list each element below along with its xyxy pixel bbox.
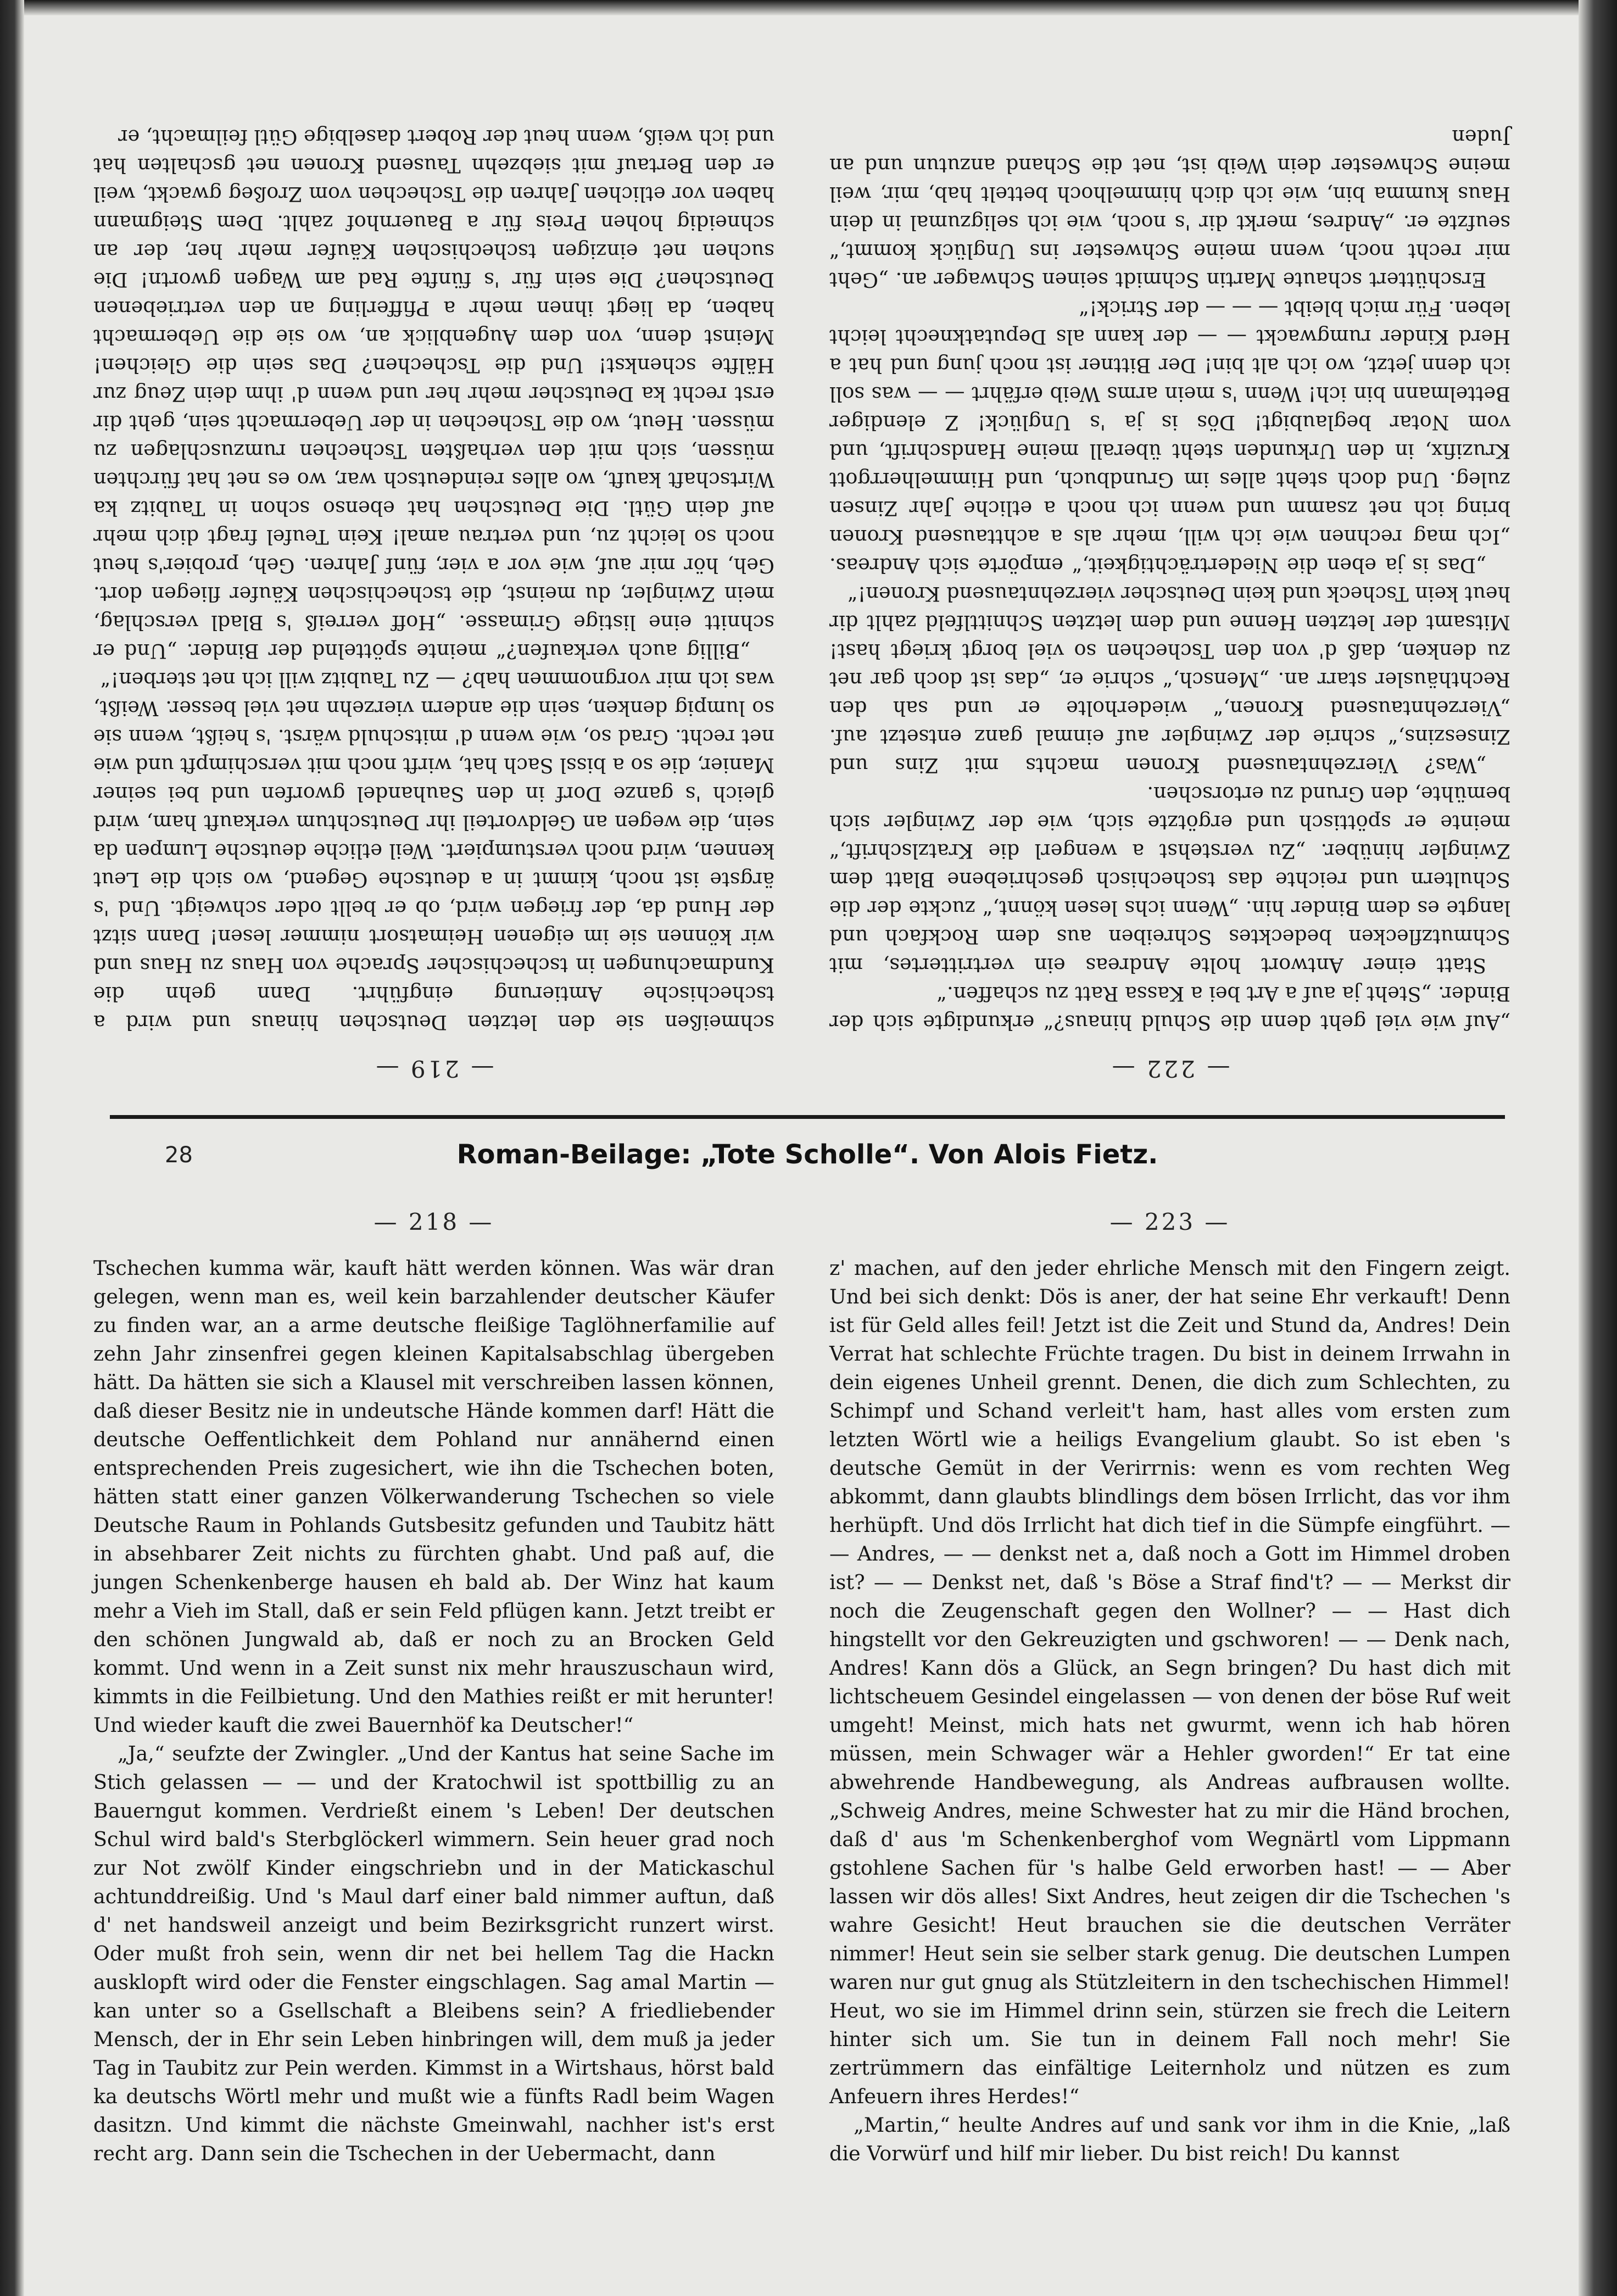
page-number: — 219 — xyxy=(373,1055,494,1082)
paragraph: „Billig auch verkaufen?“ meinte spöttelnd der Binder. „Und er schnitt eine listige Grimasse. „Hoff verreiß 's Bladl verschlag, mein Zwingler, du meinst, die tschechischen Käufer fliegen dort. Geh, hör mir auf, wie vor a vier, fünf Jahren. Geh, probier's heut noch so leicht zu, und vertrau amal! Kein Teufel fragt dich mehr auf dein Gütl. Die Deutschen hat ebenso schon in Taubitz ka Wirtschaft kauft, wo alles reindeutsch war, wo es net hat fürchten müssen, sich mit den verhaßten Tschechen rumzuschlagen zu müssen. Heut, wo die Tschechen in der Uebermacht sein, geht dir erst recht ka Deutscher mehr her und wenn d' ihm dein Zeug zur Hälfte schenkst! Und die Tschechen? Das sein die Gleichen! Meinst denn, von dem Augenblick an, wo sie die Uebermacht haben, da liegt ihnen mehr a Pfifferling an den vertriebenen Deutschen? Die sein für 's fünfte Rad am Wagen gwortn! Die suchen net einzigen tschechischen Käufer mehr her, der an schneidig hohen Preis für a Bauernhof zahlt. Dem Steigmann haben vor etlichen Jahren die Tschechen vom Zroßeg gwackt, weil er den Bertauf mit siebzehn Tausend Kronen net gschalten hat und ich weiß, wenn heut der Robert daselbige Gütl feilmacht, er xyxy=(93,125,774,663)
column-page-218 xyxy=(93,1208,774,2168)
supplement-title: Roman-Beilage: „Tote Scholle“. Von Alois Fietz. xyxy=(456,1139,1158,1170)
paragraph: z' machen, auf den jeder ehrliche Mensch mit den Fingern zeigt. Und bei sich denkt: Dös is aner, der hat seine Ehr verkauft! Denn ist für Geld alles feil! Jetzt ist die Zeit und Stund da, Andres! Dein Verrat hat schlechte Früchte tragen. Du bist in deinem Irrwahn in dein eigenes Unheil grennt. Denen, die dich zum Schlechten, zu Schimpf und Schand verleit't ham, hast alles vom ersten zum letzten Wörtl wie a heiligs Evangelium glaubt. So ist eben 's deutsche Gemüt in der Verirrnis: wenn es vom rechten Weg abkommt, dann glaubts blindlings dem bösen Irrlicht, das vor ihm herhüpft. Und dös Irrlicht hat dich tief in die Sümpfe eingführt. — — Andres, — — denkst net a, daß noch a Gott im Himmel droben ist? — — Denkst net, daß 's Böse a Straf find't? — — Merkst dir noch die Zeugenschaft gegen den Wollner? — — Hast dich hingstellt vor den Gekreuzigten und gschworen! — — Denk nach, Andres! Kann dös a Glück, an Segn bringen? Du hast dich mit lichtscheuem Gesindel eingelassen — von denen der böse Ruf weit umgeht! Meinst, mich hats net gwurmt, wenn ich hab hören müssen, mein Schwager wär a Hehler gworden!“ Er tat eine abwehrende Handbewegung, als Andreas aufbrausen wollte. „Schweig Andres, meine Schwester hat zu mir die Händ brochen, daß d' aus 'm Schenkenberghof vom Wegnärtl vom Lippmann gstohlene Sachen für 's halbe Geld erworben hast! — — Aber lassen wir dös alles! Sixt Andres, heut zeigen dir die Tschechen 's wahre Gesicht! Heut brauchen sie die deutschen Verräter nimmer! Heut sein sie selber stark genug. Die deutschen Lumpen waren nur gut gnug als Stützleitern in den tschechischen Himmel! Heut, wo sie im Himmel drinn sein, stürzen sie frech die Leitern hinter sich um. Sie tun in deinem Fall noch mehr! Sie zertrümmern das einfältige Leiternholz und nützen es zum Anfeuern ihres Herdes!“ xyxy=(829,1256,1510,2108)
scan-border-top xyxy=(0,0,1617,15)
scan-border-left xyxy=(0,0,24,2296)
supplement-header xyxy=(132,1139,1483,1178)
page-number: — 223 — xyxy=(1109,1208,1230,1235)
scan-border-right xyxy=(1579,0,1617,2296)
paragraph: „Das is ja eben die Niederträchtigkeit,“ empörte sich Andreas. „Ich mag rechnen wie ich will, mehr als a achttausend Kronen bring ich net zsamm und wenn ich noch a etliche Jahr Zinsen zuleg. Und doch steht alles im Grundbuch, und Himmelherrgott Kruzifix, in den Urkunden steht überall meine Handschrift, und vom Notar beglaubigt! Dös is ja 's Unglück! Z elendiger Bettelmann bin ich! Wenn 's mein arms Weib erfährt — — was soll ich denn jetzt, wo ich alt bin! Der Bittner ist noch jung und hat a Herd Kinder rumgwackt — — der kann als Deputatknecht leicht leben. Für mich bleibt — — — der Strick!“ xyxy=(829,297,1510,577)
header-rule xyxy=(110,1115,1505,1119)
column-page-219 xyxy=(93,122,774,1082)
column-page-222 xyxy=(829,122,1510,1082)
paragraph: „Auf wie viel geht denn die Schuld hinaus?“ erkundigte sich der Binder. „Steht ja auf a Art bei a Kassa Ratt zu schaffen.“ xyxy=(829,982,1510,1034)
upper-half-inverted xyxy=(93,115,1510,1082)
column-page-223 xyxy=(829,1208,1510,2168)
paragraph: schmeißen sie den letzten Deutschen hinaus und wird a tschechische Amtierung eingführt. Dann gehn die Kundmachungen in tschechischer Sprache von Haus zu Haus und wir können sie im eigenen Heimatsort nimmer lesen! Dann sitzt der Hund da, der friegen wird, ob er bellt oder schweigt. Und 's ärgste ist noch, kimmt in a deutsche Gegend, wo sich die Leut kennen, wird noch verstumpiert. Weil etliche deutsche Lumpen da sein, die wegen an Geldvorteil ihr Deutschtum verkauft ham, wird gleich 's ganze Dorf in den Sauhandel gworfen und bei seiner Manier, die so a bissl Sach hat, wirft noch mit verschimpft und wie net recht. Grad so, wie wenn d' mitschuld wärst. 's heißt, wenn sie so lumpig denken, sein die andern vierzehn net viel besser. Weißt, was ich mir vorgnommen hab? — Zu Taubitz will ich net sterben!“ xyxy=(93,668,774,1034)
lower-half xyxy=(93,1208,1510,2274)
paragraph: „Was? Vierzehntausend Kronen machts mit Zins und Zinseszins,“ schrie der Zwingler auf einmal ganz entsetzt auf. „Vierzehntausend Kronen,“ wiederholte er und sah den Rechthäusler starr an. „Mensch,“ schrie er, „das ist doch gar net zu denken, daß d' von den Tschechen so viel borgt kriegt hast! Mitsamt der letzten Henne und dem letzten Schnittlfeld zahlt dir heut kein Tscheck und kein Deutscher vierzehntausend Kronen!“ xyxy=(829,582,1510,777)
sheet-number: 28 xyxy=(165,1143,193,1168)
paragraph: Statt einer Antwort holte Andreas ein vertrittertes, mit Schmutzflecken bedecktes Schreiben aus dem Rockfach und langte es dem Binder hin. „Wenn ichs lesen könnt,“ zuckte der die Schultern und reichte das tschechisch geschriebene Blatt dem Zwingler hinüber. „Zu verstehst a wengerl die Kratzlschrift,“ meinte er spöttisch und ergötzte sich, wie der Zwingler sich bemühte, den Grund zu ertorschen. xyxy=(829,782,1510,977)
paragraph: Tschechen kumma wär, kauft hätt werden können. Was wär dran gelegen, wenn man es, weil kein barzahlender deutscher Käufer zu finden war, an a arme deutsche fleißige Taglöhnerfamilie auf zehn Jahr zinsenfrei gegen kleinen Kapitalsabschlag übergeben hätt. Da hätten sie sich a Klausel mit verschreiben lassen können, daß dieser Besitz nie in undeutsche Hände kommen darf! Hätt die deutsche Oeffentlichkeit dem Pohland nur annähernd einen entsprechenden Preis zugesichert, wie ihn die Tschechen boten, hätten statt einer ganzen Völkerwanderung Tschechen so viele Deutsche Raum in Pohlands Gutsbesitz gefunden und Taubitz hätt in absehbarer Zeit nichts zu fürchten ghabt. Und paß auf, die jungen Schenkenberge hausen eh bald ab. Der Winz hat kaum mehr a Vieh im Stall, daß er sein Feld pflügen kann. Jetzt treibt er den schönen Jungwald ab, daß er noch zu an Brocken Geld kommt. Und wenn in a Zeit sunst nix mehr hrauszuschaun wird, kimmts in die Feilbietung. Und den Mathies reißt er mit herunter! Und wieder kauft die zwei Bauernhöf ka Deutscher!“ xyxy=(93,1256,774,1737)
column-text xyxy=(93,122,774,1036)
page-number: — 218 — xyxy=(373,1208,494,1235)
paragraph: „Martin,“ heulte Andres auf und sank vor ihm in die Knie, „laß die Vorwürf und hilf mir lieber. Du bist reich! Du kannst xyxy=(829,2113,1510,2165)
paragraph: Erschüttert schaute Martin Schmidt seinen Schwager an. „Geht mir recht noch, wenn meine Schwester ins Unglück kommt,“ seufzte er. „Andres, merkt dir 's noch, wie ich seligzumal in dein Haus kumma bin, wie ich dich himmelhoch bettelt hab, mir, weil meine Schwester dein Weib ist, net die Schand anzutun und an Juden xyxy=(829,125,1510,292)
paragraph: „Ja,“ seufzte der Zwingler. „Und der Kantus hat seine Sache im Stich gelassen — — und der Kratochwil ist spottbillig zu an Bauerngut kommen. Verdrießt einem 's Leben! Der deutschen Schul wird bald's Sterbglöckerl wimmern. Sein heuer grad noch zur Not zwölf Kinder eingschriebn und in der Matickaschul achtunddreißig. Und 's Maul darf einer bald nimmer auftun, daß d' net handsweil anzeigt und beim Bezirksgricht runzert wirst. Oder mußt froh sein, wenn dir net bei hellem Tag die Hackn ausklopft wird oder die Fenster eingschlagen. Sag amal Martin — kan unter so a Gsellschaft a Bleibens sein? A friedliebender Mensch, der in Ehr sein Leben hinbringen will, dem muß ja jeder Tag in Taubitz zur Pein werden. Kimmst in a Wirtshaus, hörst bald ka deutschs Wörtl mehr und mußt wie a fünfts Radl beim Wagen dasitzn. Und kimmt die nächste Gmeinwahl, nachher ist's erst recht arg. Dann sein die Tschechen in der Uebermacht, dann xyxy=(93,1742,774,2165)
column-text xyxy=(829,122,1510,1036)
column-text xyxy=(829,1254,1510,2168)
column-text xyxy=(93,1254,774,2168)
page-number: — 222 — xyxy=(1109,1055,1230,1082)
